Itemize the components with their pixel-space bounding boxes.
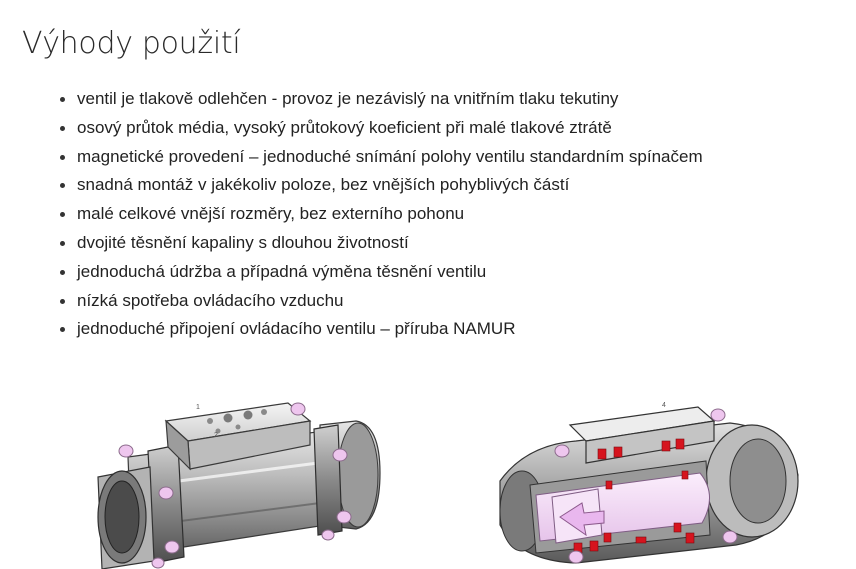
bullet-icon [60,97,65,102]
list-item [58,171,703,200]
list-item-text: nízká spotřeba ovládacího vzduchu [77,290,344,310]
page-title: Výhody použití [22,26,241,61]
list-item-text: malé celkové vnější rozměry, bez externího pohonu [77,204,465,224]
bullet-icon [60,212,65,217]
port-label: 4 [662,402,666,409]
list-item [58,143,703,172]
list-item [58,114,703,143]
bullet-icon [60,183,65,188]
list-item-text: osový průtok média, vysoký průtokový koeficient při malé tlakové ztrátě [77,117,612,137]
list-item-text: dvojité těsnění kapaliny s dlouhou životností [77,232,409,252]
list-item-text: ventil je tlakově odlehčen - provoz je nezávislý na vnitřním tlaku tekutiny [77,89,619,108]
list-item [58,85,703,114]
bullet-icon [60,270,65,275]
list-item [58,258,703,287]
valve-exterior-illustration [88,385,388,569]
list-item [58,287,703,316]
list-item [58,229,703,258]
bullet-icon [60,327,65,332]
bullet-icon [60,241,65,246]
bullet-icon [60,299,65,304]
benefits-list [58,85,703,344]
port-label: 1 [196,404,200,411]
port-label: 2 [214,432,218,439]
bullet-icon [60,126,65,131]
list-item [58,200,703,229]
bullet-icon [60,155,65,160]
valve-section-illustration [486,385,808,569]
list-item-text: jednoduchá údržba a případná výměna těsnění ventilu [77,261,487,281]
list-item [58,315,703,344]
list-item-text: jednoduché připojení ovládacího ventilu – příruba NAMUR [77,319,516,339]
list-item-text: magnetické provedení – jednoduché snímání polohy ventilu standardním spínačem [77,146,703,166]
list-item-text: snadná montáž v jakékoliv poloze, bez vnějších pohyblivých částí [77,175,570,195]
